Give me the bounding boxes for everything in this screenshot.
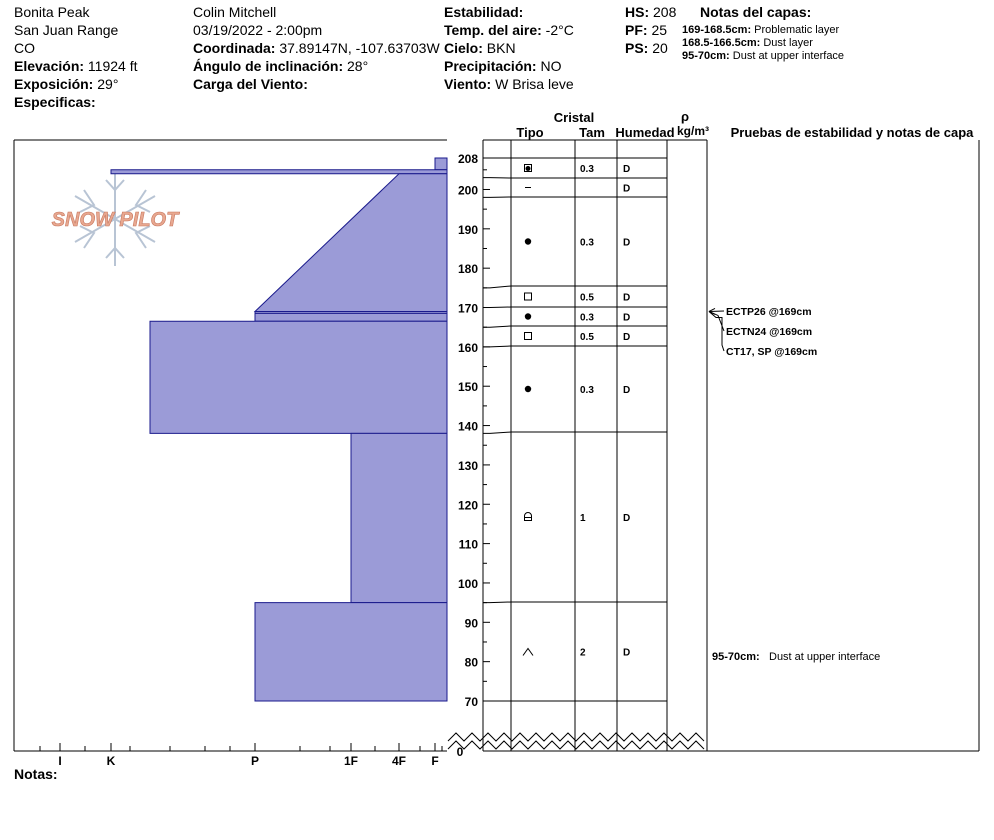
density-unit: kg/m³ xyxy=(676,124,710,138)
layer-size: 2 xyxy=(580,647,586,659)
hardness-tick-label: P xyxy=(250,754,260,768)
hardness-tick-label: 4F xyxy=(391,754,407,768)
layer-note-range: 169-168.5cm: xyxy=(682,24,752,36)
layer-note-range: 95-70cm: xyxy=(682,50,730,62)
depth-tick-label: 120 xyxy=(457,498,478,513)
layer-moisture: D xyxy=(623,513,631,524)
layer-moisture: D xyxy=(623,164,631,175)
hardness-bars xyxy=(111,158,447,701)
hardness-layer xyxy=(255,313,447,321)
layer-notes-title: Notas del capas: xyxy=(700,4,812,20)
header-field-value: 03/19/2022 - 2:00pm xyxy=(193,22,323,38)
notes-label: Notas: xyxy=(14,766,58,782)
rounded-grain-icon xyxy=(525,238,531,244)
hardness-tick-label: I xyxy=(58,754,62,768)
depth-connector xyxy=(483,307,511,308)
header-field-label: Precipitación: xyxy=(444,58,537,74)
header-field-label: Temp. del aire: xyxy=(444,22,542,38)
snowpilot-logo xyxy=(52,172,180,266)
layer-note-text: Problematic layer xyxy=(754,24,840,36)
header-field-label: Exposición: xyxy=(14,76,94,92)
rounded-grain-icon xyxy=(525,386,531,392)
depth-tick-label: 200 xyxy=(457,183,478,198)
header-field-value: -2°C xyxy=(545,22,574,38)
header-field-value: Colin Mitchell xyxy=(193,4,277,20)
header-field-label: Especificas: xyxy=(14,94,96,110)
layer-moisture: D xyxy=(623,385,631,396)
header-field-value: 20 xyxy=(652,40,668,56)
header-field-label: HS: xyxy=(625,4,650,20)
density-symbol: ρ xyxy=(680,109,690,124)
layer-size: 0.3 xyxy=(580,312,594,324)
layer-moisture: D xyxy=(623,237,631,249)
header-field-value: 25 xyxy=(651,22,668,38)
depth-tick-label: 70 xyxy=(464,695,478,709)
layer-note-text: Dust at upper interface xyxy=(732,50,845,62)
hardness-layer xyxy=(150,321,447,433)
header-field-value: W Brisa leve xyxy=(495,76,574,92)
test-pointer-line xyxy=(709,311,724,351)
hardness-layer xyxy=(351,433,447,602)
header-field-value: 37.89147N, -107.63703W xyxy=(279,40,440,56)
layer-moisture: D xyxy=(623,312,631,324)
depth-tick-label: 208 xyxy=(457,152,478,166)
header-field-value: Bonita Peak xyxy=(14,4,90,20)
tests-header: Pruebas de estabilidad y notas de capa xyxy=(730,125,974,140)
hardness-tick-label: 1F xyxy=(343,754,359,768)
depth-tick-label: 100 xyxy=(457,576,478,591)
depth-tick-label: 80 xyxy=(464,655,478,670)
header-field-label: Estabilidad: xyxy=(444,4,524,20)
layer-size: 0.3 xyxy=(580,164,594,175)
rounded-facet-grain-icon xyxy=(526,166,531,171)
layer-size: 0.5 xyxy=(580,292,594,304)
layer-size: 0.3 xyxy=(580,237,594,249)
header-field-label: Cielo: xyxy=(444,40,483,56)
header-field-label: Ángulo de inclinación: xyxy=(193,58,344,74)
crystal-header: Cristal xyxy=(553,110,595,125)
layer-moisture: D xyxy=(623,292,631,304)
depth-tick-label: 110 xyxy=(458,537,478,552)
depth-tick-label: 170 xyxy=(457,301,478,316)
hardness-tick-label: K xyxy=(106,754,116,768)
header-field-value: BKN xyxy=(486,40,516,56)
layer-moisture: D xyxy=(623,183,631,195)
header-field-value: San Juan Range xyxy=(14,22,119,38)
depth-connector xyxy=(483,286,511,288)
header-field-value: NO xyxy=(540,58,562,74)
rounded-grain-icon xyxy=(525,313,531,319)
type-header: Tipo xyxy=(516,125,544,140)
axis-break-line xyxy=(448,741,704,749)
header-field-label: Viento: xyxy=(444,76,492,92)
header-field-label: PF: xyxy=(625,22,648,38)
depth-tick-label: 160 xyxy=(457,340,478,355)
depth-connector xyxy=(483,602,511,603)
header-field-value: CO xyxy=(14,40,35,56)
hardness-layer xyxy=(255,603,447,701)
layer-note-range: 168.5-166.5cm: xyxy=(682,37,761,49)
depth-connector xyxy=(483,432,511,433)
layer-size: 1 xyxy=(580,513,586,524)
depth-tick-label: 180 xyxy=(457,262,478,277)
header-field-label: Coordinada: xyxy=(193,40,276,56)
header-field-label: Carga del Viento: xyxy=(193,76,308,92)
depth-hoar-grain-icon xyxy=(523,649,533,656)
depth-tick-label: 190 xyxy=(457,222,478,237)
layer-moisture: D xyxy=(623,647,631,659)
hardness-layer xyxy=(435,158,447,170)
layer-note-text: Dust layer xyxy=(763,37,813,49)
stability-test-label: ECTP26 @169cm xyxy=(726,306,812,318)
hardness-layer xyxy=(111,170,447,174)
faceted-grain-icon xyxy=(525,333,532,340)
size-header: Tam xyxy=(579,125,605,140)
hardness-tick-label: F xyxy=(431,754,439,768)
header-field-label: Elevación: xyxy=(14,58,85,74)
logo-text: SNOW PILOT xyxy=(51,209,179,231)
faceted-grain-icon xyxy=(525,293,532,300)
stability-test-label: CT17, SP @169cm xyxy=(726,346,818,358)
axis-break-line xyxy=(448,733,704,741)
header-field-value: 11924 ft xyxy=(87,58,138,74)
header-field-value: 29° xyxy=(97,76,119,92)
faceted-rounded-grain-icon xyxy=(525,513,532,521)
header-field-label: PS: xyxy=(625,40,649,56)
depth-tick-label: 150 xyxy=(457,380,478,395)
stability-tests xyxy=(709,306,880,663)
layer-size: 0.5 xyxy=(580,332,594,343)
layer-moisture: D xyxy=(623,332,631,343)
depth-zero-label: 0 xyxy=(456,745,464,759)
layer-size: 0.3 xyxy=(580,385,594,396)
depth-tick-label: 130 xyxy=(457,458,478,473)
depth-connector xyxy=(483,326,511,327)
layer-note-row-range: 95-70cm: xyxy=(712,651,760,663)
layer-note-row-text: Dust at upper interface xyxy=(769,651,881,663)
hardness-layer xyxy=(255,174,447,312)
depth-axis xyxy=(457,152,490,759)
header-field-value: 28° xyxy=(347,58,369,74)
stability-test-label: ECTN24 @169cm xyxy=(726,326,813,338)
depth-tick-label: 90 xyxy=(464,616,478,631)
moisture-header: Humedad xyxy=(615,125,675,140)
hardness-axis xyxy=(40,743,442,768)
depth-tick-label: 140 xyxy=(457,419,478,434)
depth-connector xyxy=(483,346,511,347)
header-field-value: 208 xyxy=(653,4,677,20)
